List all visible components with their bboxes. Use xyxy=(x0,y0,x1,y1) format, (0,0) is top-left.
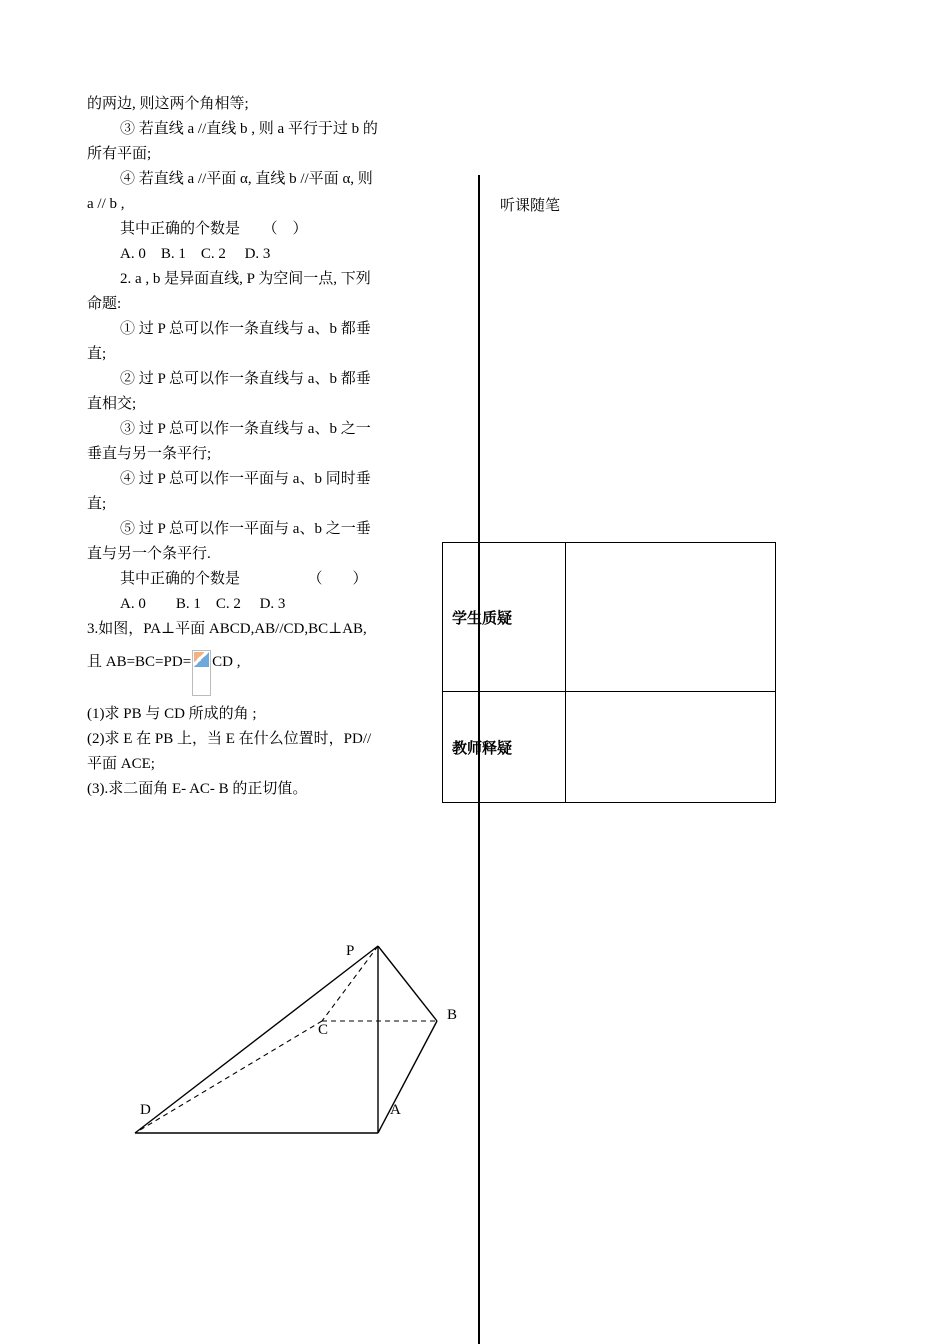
text-line: ② 过 P 总可以作一条直线与 a、b 都垂 xyxy=(120,371,371,387)
text-line: ⑤ 过 P 总可以作一平面与 a、b 之一垂 xyxy=(120,521,371,537)
teacher-answer-label: 教师释疑 xyxy=(443,692,566,803)
label-a: A xyxy=(390,1102,401,1118)
edge-ab xyxy=(378,1021,437,1133)
text-line: A. 0 B. 1 C. 2 D. 3 xyxy=(120,596,286,612)
sub-question-line: (3).求二面角 E- AC- B 的正切值。 xyxy=(87,781,308,797)
label-c: C xyxy=(318,1022,329,1038)
text-line: A. 0 B. 1 C. 2 D. 3 xyxy=(120,246,271,262)
label-d: D xyxy=(140,1102,151,1118)
text-line: 垂直与另一条平行; xyxy=(87,446,212,462)
sub-question-line: 平面 ACE; xyxy=(87,756,155,772)
edge-pb xyxy=(378,946,437,1021)
text-line: 直与另一个条平行. xyxy=(87,546,211,562)
text-line: 2. a , b 是异面直线, P 为空间一点, 下列 xyxy=(120,271,371,287)
text-line: ③ 若直线 a //直线 b , 则 a 平行于过 b 的 xyxy=(120,121,378,137)
text-line: ① 过 P 总可以作一条直线与 a、b 都垂 xyxy=(120,321,371,337)
text-line: 的两边, 则这两个角相等; xyxy=(87,96,249,112)
text-line: 所有平面; xyxy=(87,146,152,162)
label-b: B xyxy=(447,1007,458,1023)
text-line: 3.如图，PA⊥平面 ABCD,AB//CD,BC⊥AB, xyxy=(87,621,367,637)
sub-question-line: (1)求 PB 与 CD 所成的角 ; xyxy=(87,706,257,722)
label-p: P xyxy=(346,943,355,959)
text-line: ③ 过 P 总可以作一条直线与 a、b 之一 xyxy=(120,421,371,437)
text-line: 其中正确的个数是 （ ） xyxy=(120,221,308,237)
text-line: ④ 过 P 总可以作一平面与 a、b 同时垂 xyxy=(120,471,371,487)
edge-pd xyxy=(135,946,378,1133)
text-line: 直; xyxy=(87,346,107,362)
text-line: 命题: xyxy=(87,296,122,312)
edge-cd-hidden xyxy=(135,1021,322,1133)
text-line: ④ 若直线 a //平面 α, 直线 b //平面 α, 则 xyxy=(120,171,373,187)
text-line: 直; xyxy=(87,496,107,512)
text-line: a // b , xyxy=(87,196,125,212)
notes-heading: 听课随笔 xyxy=(500,196,561,214)
sub-question-line: (2)求 E 在 PB 上，当 E 在什么位置时，PD// xyxy=(87,731,372,747)
text-line: 其中正确的个数是 （ ） xyxy=(120,571,368,587)
equation-text-before: 且 AB=BC=PD= xyxy=(87,654,192,670)
equation-text-after: CD , xyxy=(212,654,241,670)
student-question-label: 学生质疑 xyxy=(443,543,566,692)
text-line: 直相交; xyxy=(87,396,137,412)
